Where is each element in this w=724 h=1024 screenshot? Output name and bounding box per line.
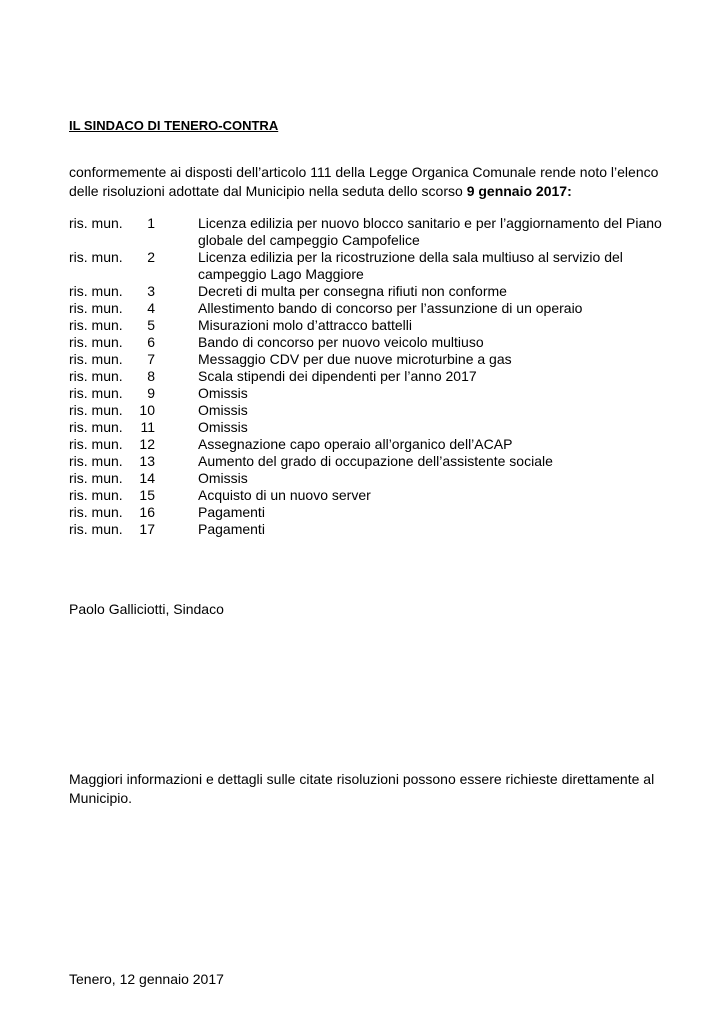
- resolution-prefix: ris. mun.: [69, 521, 123, 537]
- resolution-prefix: ris. mun.: [69, 385, 123, 401]
- dateline: Tenero, 12 gennaio 2017: [69, 971, 224, 987]
- resolution-number: 12: [139, 436, 155, 452]
- resolution-list: [69, 215, 709, 538]
- resolution-description-line: Licenza edilizia per la ricostruzione della sala multiuso al servizio del: [198, 249, 623, 265]
- resolution-description: [198, 436, 709, 453]
- resolution-number: 13: [139, 453, 155, 469]
- resolution-prefix: ris. mun.: [69, 215, 123, 231]
- resolution-description: [198, 351, 709, 368]
- resolution-description: [198, 385, 709, 402]
- resolution-prefix: ris. mun.: [69, 402, 123, 418]
- resolution-description: [198, 453, 709, 470]
- resolution-row: [69, 419, 709, 436]
- resolution-number: 2: [147, 249, 155, 265]
- resolution-description-line: Acquisto di un nuovo server: [198, 487, 371, 503]
- resolution-number: 1: [147, 215, 155, 231]
- info-line-1: Maggiori informazioni e dettagli sulle citate risoluzioni possono essere richieste direttamente al: [69, 771, 655, 787]
- resolution-number: 5: [147, 317, 155, 333]
- resolution-row: [69, 351, 709, 368]
- resolution-description-line: campeggio Lago Maggiore: [198, 266, 364, 282]
- resolution-description: [198, 368, 709, 385]
- resolution-prefix: ris. mun.: [69, 368, 123, 384]
- resolution-description-line: Assegnazione capo operaio all’organico dell’ACAP: [198, 436, 513, 452]
- info-paragraph: [69, 770, 709, 808]
- resolution-description-line: Scala stipendi dei dipendenti per l’anno 2017: [198, 368, 477, 384]
- resolution-description-line: Licenza edilizia per nuovo blocco sanitario e per l’aggiornamento del Piano: [198, 215, 662, 231]
- resolution-description-line: Omissis: [198, 402, 248, 418]
- resolution-description: [198, 215, 709, 249]
- resolution-description-line: Bando di concorso per nuovo veicolo multiuso: [198, 334, 484, 350]
- resolution-prefix: ris. mun.: [69, 283, 123, 299]
- resolution-description: [198, 402, 709, 419]
- resolution-description-line: Omissis: [198, 385, 248, 401]
- resolution-number: 10: [139, 402, 155, 418]
- resolution-number: 14: [139, 470, 155, 486]
- info-line-2: Municipio.: [69, 790, 133, 806]
- resolution-prefix: ris. mun.: [69, 249, 123, 265]
- resolution-row: [69, 283, 709, 300]
- resolution-description-line: Messaggio CDV per due nuove microturbine a gas: [198, 351, 512, 367]
- resolution-number: 6: [147, 334, 155, 350]
- resolution-number: 17: [139, 521, 155, 537]
- resolution-row: [69, 215, 709, 249]
- resolution-row: [69, 470, 709, 487]
- resolution-number: 15: [139, 487, 155, 503]
- resolution-row: [69, 249, 709, 283]
- resolution-description: [198, 300, 709, 317]
- resolution-description-line: Misurazioni molo d’attracco battelli: [198, 317, 412, 333]
- resolution-description-line: Aumento del grado di occupazione dell’assistente sociale: [198, 453, 553, 469]
- resolution-row: [69, 300, 709, 317]
- resolution-prefix: ris. mun.: [69, 300, 123, 316]
- resolution-row: [69, 504, 709, 521]
- resolution-description: [198, 249, 709, 283]
- intro-line-1: conformemente ai disposti dell’articolo 111 della Legge Organica Comunale rende noto l’elenco: [69, 164, 659, 180]
- resolution-number: 11: [140, 419, 155, 435]
- resolution-prefix: ris. mun.: [69, 453, 123, 469]
- resolution-row: [69, 317, 709, 334]
- resolution-prefix: ris. mun.: [69, 487, 123, 503]
- intro-paragraph: [69, 163, 709, 201]
- resolution-description-line: Omissis: [198, 470, 248, 486]
- resolution-number: 8: [147, 368, 155, 384]
- resolution-description: [198, 334, 709, 351]
- resolution-prefix: ris. mun.: [69, 436, 123, 452]
- resolution-prefix: ris. mun.: [69, 419, 123, 435]
- resolution-row: [69, 385, 709, 402]
- resolution-description-line: Pagamenti: [198, 521, 265, 537]
- resolution-description-line: Pagamenti: [198, 504, 265, 520]
- intro-line-2-text: delle risoluzioni adottate dal Municipio nella seduta dello scorso: [69, 183, 467, 199]
- resolution-description-line: Decreti di multa per consegna rifiuti non conforme: [198, 283, 507, 299]
- resolution-row: [69, 402, 709, 419]
- resolution-row: [69, 436, 709, 453]
- resolution-row: [69, 521, 709, 538]
- intro-line-2: [69, 182, 709, 201]
- session-date: 9 gennaio 2017:: [466, 183, 572, 199]
- signature: Paolo Galliciotti, Sindaco: [69, 601, 224, 617]
- resolution-description-line: globale del campeggio Campofelice: [198, 232, 420, 248]
- resolution-prefix: ris. mun.: [69, 317, 123, 333]
- resolution-description: [198, 317, 709, 334]
- resolution-prefix: ris. mun.: [69, 504, 123, 520]
- resolution-prefix: ris. mun.: [69, 470, 123, 486]
- resolution-prefix: ris. mun.: [69, 334, 123, 350]
- resolution-number: 4: [147, 300, 155, 316]
- resolution-description: [198, 521, 709, 538]
- resolution-row: [69, 487, 709, 504]
- resolution-number: 9: [147, 385, 155, 401]
- resolution-description: [198, 283, 709, 300]
- resolution-description: [198, 470, 709, 487]
- document-heading: IL SINDACO DI TENERO-CONTRA: [69, 118, 279, 133]
- resolution-prefix: ris. mun.: [69, 351, 123, 367]
- resolution-number: 3: [147, 283, 155, 299]
- resolution-description-line: Omissis: [198, 419, 248, 435]
- resolution-description: [198, 504, 709, 521]
- resolution-number: 16: [139, 504, 155, 520]
- resolution-description: [198, 487, 709, 504]
- resolution-row: [69, 334, 709, 351]
- resolution-number: 7: [147, 351, 155, 367]
- resolution-description-line: Allestimento bando di concorso per l’assunzione di un operaio: [198, 300, 583, 316]
- resolution-row: [69, 453, 709, 470]
- resolution-row: [69, 368, 709, 385]
- resolution-description: [198, 419, 709, 436]
